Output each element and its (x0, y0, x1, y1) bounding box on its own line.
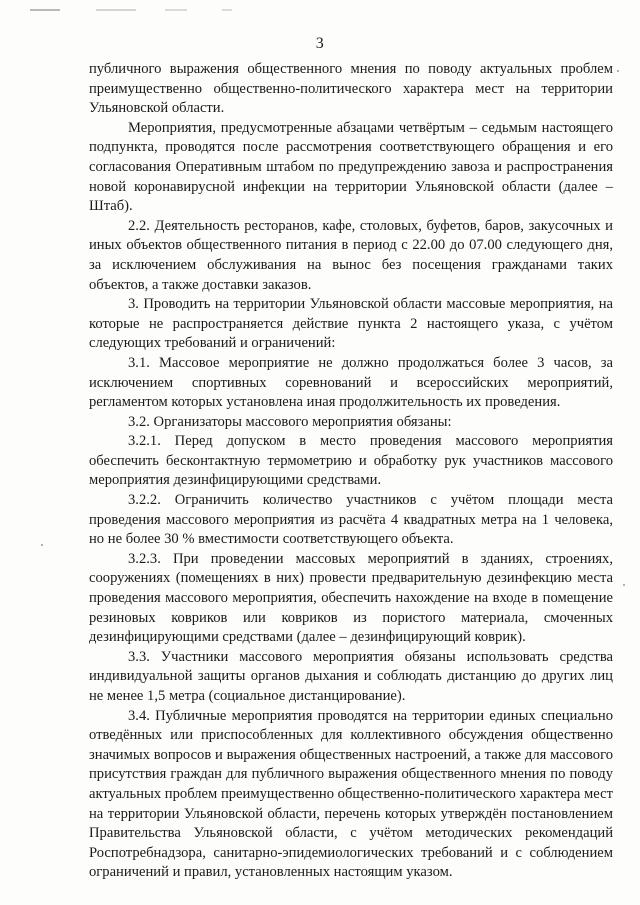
scan-artifact (165, 9, 187, 11)
paragraph-3-2: 3.2. Организаторы массового мероприятия обязаны: (128, 413, 452, 430)
paragraph-3: 3. Проводить на территории Ульяновской области массовые мероприятия, на которые не распространяется действие пункта 2 настоящего указа, с учётом следующих требований и ограничений: (89, 296, 613, 352)
page-number: 3 (315, 35, 325, 52)
paragraph-3-2-2: 3.2.2. Ограничить количество участников с учётом площади места проведения массового мероприятия из расчёта 4 квадратных метра на 1 человека, но не более 30 % вместимости соответствующего объекта. (89, 492, 613, 548)
scan-artifact (222, 9, 232, 11)
scan-artifact (96, 9, 136, 11)
paragraph-3-2-1: 3.2.1. Перед допуском в место проведения массового мероприятия обеспечить бесконтактную термометрию и обработку рук участников массового мероприятия дезинфицирующими средствами. (89, 433, 613, 489)
document-body (89, 60, 613, 883)
paragraph-3-1: 3.1. Массовое мероприятие не должно продолжаться более 3 часов, за исключением спортивных соревнований и всероссийских мероприятий, регламентом которых установлена иная продолжительность их проведения. (89, 354, 613, 411)
scan-speck (617, 70, 619, 72)
paragraph-continuation: публичного выражения общественного мнения по поводу актуальных проблем преимущественно общественно-политического характера мест на территории Ульяновской области. (89, 61, 613, 117)
paragraph-3-2-3: 3.2.3. При проведении массовых мероприятий в зданиях, строениях, сооружениях (помещениях в них) провести предварительную дезинфекцию места проведения массового мероприятия, обеспечить нахождение на входе в помещение резиновых ковриков или ковриков из пористого материала, смоченных дезинфицирующими средствами (далее – дезинфицирующий коврик). (89, 550, 613, 646)
scan-speck (623, 584, 625, 586)
paragraph-3-4: 3.4. Публичные мероприятия проводятся на территории единых специально отведённых или приспособленных для коллективного обсуждения общественно значимых вопросов и выражения общественных настроений, а также для массового присутствия граждан для публичного выражения общественного мнения по поводу актуальных проблем преимущественно общественно-политического характера мест на территории Ульяновской области, перечень которых утверждён постановлением Правительства Ульяновской области, с учётом методических рекомендаций Роспотребнадзора, санитарно-эпидемиологических требований и с соблюдением ограничений и правил, установленных настоящим указом. (89, 707, 613, 881)
scan-speck (41, 544, 43, 546)
scan-artifact (30, 9, 60, 11)
paragraph-events-approval: Мероприятия, предусмотренные абзацами четвёртым – седьмым настоящего подпункта, проводятся после рассмотрения соответствующего обращения и его согласования Оперативным штабом по предупреждению завоза и распространения новой коронавирусной инфекции на территории Ульяновской области (далее – Штаб). (89, 119, 613, 215)
paragraph-2-2: 2.2. Деятельность ресторанов, кафе, столовых, буфетов, баров, закусочных и иных объектов общественного питания в период с 22.00 до 07.00 следующего дня, за исключением обслуживания на вынос без посещения гражданами таких объектов, а также доставки заказов. (89, 217, 613, 293)
paragraph-3-3: 3.3. Участники массового мероприятия обязаны использовать средства индивидуальной защиты органов дыхания и соблюдать дистанцию до других лиц не менее 1,5 метра (социальное дистанцирование). (89, 648, 613, 704)
